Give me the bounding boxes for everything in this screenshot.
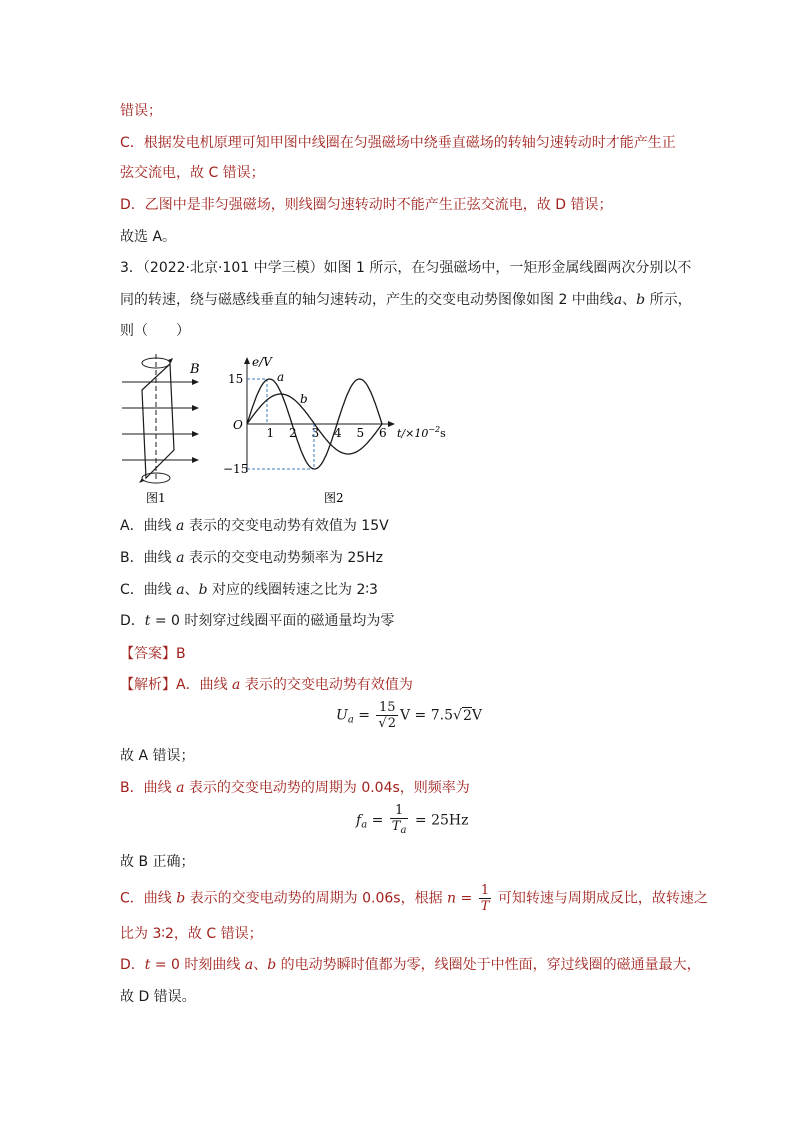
analysis-c: C．曲线 b 表示的交变电动势的周期为 0.06s，根据 n = $\frac{1}{T}$ 可知转速与周期成反比，故转速之 — [120, 883, 708, 914]
option-d: D．t = 0 时刻穿过线圈平面的磁通量均为零 — [120, 613, 395, 629]
x-tick-1: 1 — [266, 426, 275, 440]
prev-choice: 故选 A。 — [120, 229, 177, 245]
question-line-3: 则（ ） — [120, 323, 190, 339]
x-tick-2: 2 — [289, 426, 297, 440]
analysis-b-conclusion: 故 B 正确； — [120, 854, 195, 870]
coil — [142, 364, 174, 478]
rotation-arrow-top-icon — [142, 358, 173, 368]
x-tick-5: 5 — [356, 426, 365, 440]
option-c: C．曲线 a、b 对应的线圈转速之比为 2∶3 — [120, 582, 378, 598]
analysis-b: B．曲线 a 表示的交变电动势的周期为 0.04s，则频率为 — [120, 780, 470, 796]
analysis-a: 【解析】A．曲线 a 表示的交变电动势有效值为 — [120, 677, 413, 693]
curve-b-label: b — [300, 392, 308, 406]
x-tick-4: 4 — [334, 426, 342, 440]
y-tick-15: 15 — [228, 372, 244, 386]
figure-2 — [222, 352, 452, 508]
prev-conclusion: 错误； — [120, 103, 162, 119]
formula-frequency: $f_a$ = $\frac{1}{T_a}$ = 25Hz — [356, 803, 469, 836]
rotation-arrow-bottom-icon — [139, 473, 170, 483]
x-ticks — [267, 426, 387, 440]
figure-1-caption: 图1 — [146, 491, 166, 505]
question-line-1: 3．（2022·北京·101 中学三模）如图 1 所示，在匀强磁场中，一矩形金属线圈两次分别以不 — [120, 260, 692, 276]
option-b: B．曲线 a 表示的交变电动势频率为 25Hz — [120, 550, 384, 566]
x-tick-3: 3 — [311, 426, 320, 440]
curve-a-label: a — [277, 370, 285, 384]
analysis-a-conclusion: 故 A 错误； — [120, 748, 195, 764]
prev-option-c-line2: 弦交流电，故 C 错误； — [120, 165, 265, 181]
analysis-c-line2: 比为 3∶2，故 C 错误； — [120, 926, 263, 942]
x-tick-6: 6 — [379, 426, 387, 440]
figure-1 — [118, 352, 214, 508]
figure-2-caption: 图2 — [324, 491, 344, 505]
option-a: A．曲线 a 表示的交变电动势有效值为 15V — [120, 518, 389, 534]
question-line-2: 同的转速，绕与磁感线垂直的轴匀速转动，产生的交变电动势图像如图 2 中曲线a、b 所示， — [120, 292, 692, 308]
field-label: B — [190, 362, 200, 377]
magnetic-field-lines — [122, 382, 198, 460]
y-tick-neg15: −15 — [223, 462, 249, 476]
analysis-d: D．t = 0 时刻曲线 a、b 的电动势瞬时值都为零，线圈处于中性面，穿过线圈的磁通量最大， — [120, 957, 701, 973]
formula-effective-value: $U_a$ = $\frac{15}{√2}$ V = 7.5√2V — [336, 700, 482, 731]
prev-option-c-line1: C．根据发电机原理可知甲图中线圈在匀强磁场中绕垂直磁场的转轴匀速转动时才能产生正 — [120, 135, 676, 151]
origin-label: O — [233, 418, 243, 432]
analysis-d-conclusion: 故 D 错误。 — [120, 989, 196, 1005]
y-axis-label: e/V — [252, 355, 272, 369]
answer: 【答案】B — [120, 646, 186, 662]
prev-option-d: D．乙图中是非匀强磁场，则线圈匀速转动时不能产生正弦交流电，故 D 错误； — [120, 197, 613, 213]
x-axis-label: $t/\times 10^{-2}s$ — [397, 425, 446, 440]
